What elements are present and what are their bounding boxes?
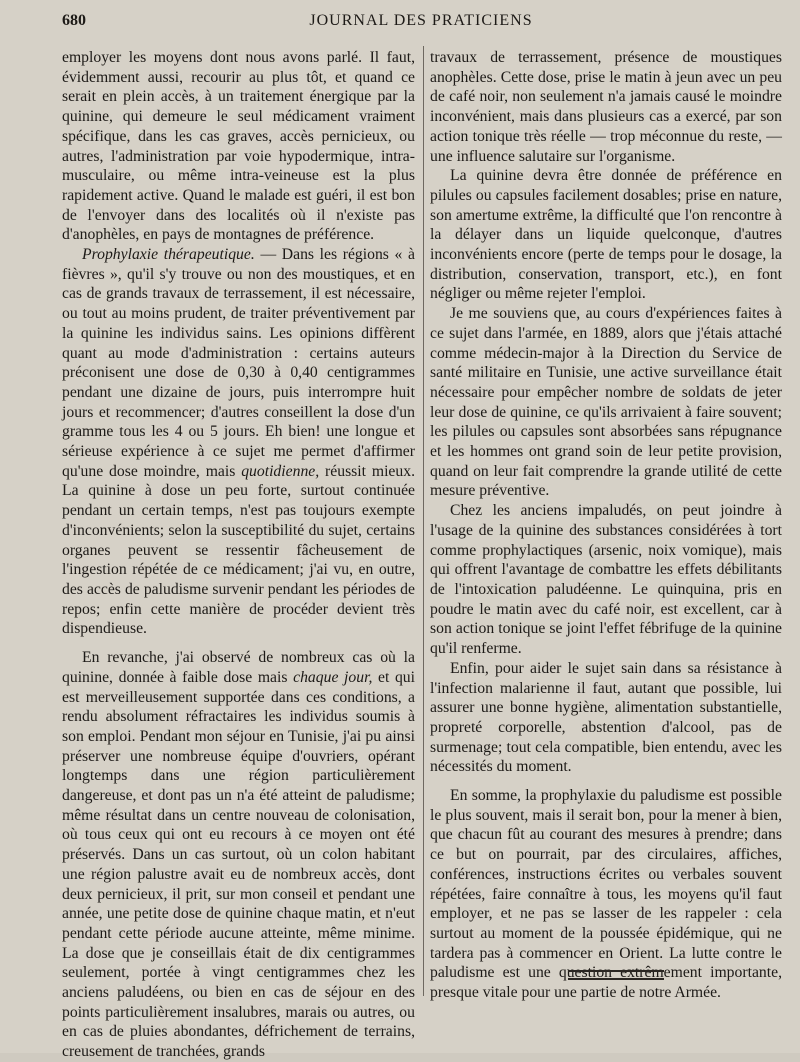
right-paragraph-3: Je me souviens que, au cours d'expériences faites à ce sujet dans l'armée, en 1889, alors que j'étais attaché comme médecin-major à la Direction du Service de santé militaire en Tunisie, une active surveillance était nécessaire pour empêcher nombre de soldats de jeter leur dose de quinine, ce qu'ils arrivaient à faire souvent; les pilules ou capsules sont absorbées sans répugnance et les hommes ont grand soin de leur petite provision, quand on leur fait comprendre la grande utilité de cette mesure préventive. (430, 305, 782, 500)
left-paragraph-3-text-a: En revanche, j'ai observé de nombreux cas où la quinine, donnée à faible dose mais (62, 649, 415, 686)
left-paragraph-3 (62, 648, 415, 1062)
left-paragraph-2 (62, 245, 415, 639)
right-paragraph-4: Chez les anciens impaludés, on peut joindre à l'usage de la quinine des substances considérées à tort comme prophylactiques (arsenic, noix vomique), mais qui offrent l'avantage de combattre les effets débilitants de l'intoxication paludéenne. Le quinquina, pris en poudre le matin avec du café noir, est excellent, car à son action tonique se joint l'effet fébrifuge de la quinine qu'il renferme. (430, 502, 782, 658)
left-paragraph-1: employer les moyens dont nous avons parlé. Il faut, évidemment aussi, recourir au plus tôt, et quand ce serait en plein accès, à un traitement énergique par la quinine, qui demeure le seul médicament vraiment spécifique, dans les cas graves, accès pernicieux, ou autres, l'administration par voie hypodermique, intra-musculaire, ou même intra-veineuse est la plus rapidement active. Quand le malade est guéri, il est bon de l'envoyer dans des localités où il n'existe pas d'anophèles, en pays de montagnes de préférence. (62, 49, 415, 244)
emphasis-quotidienne: quotidienne, (241, 462, 320, 480)
end-of-article-rule (568, 970, 664, 980)
emphasis-chaque-jour: chaque jour, (293, 668, 373, 686)
right-paragraph-1: travaux de terrassement, présence de moustiques anophèles. Cette dose, prise le matin à jeun avec un peu de café noir, non seulement n'a jamais causé le moindre inconvénient, mais dans plusieurs cas a exercé, par son action tonique très réelle — trop méconnue du reste, — une influence salutaire sur l'organisme. (430, 49, 782, 165)
page-number: 680 (62, 12, 86, 29)
left-column (62, 48, 415, 1062)
right-paragraph-5: Enfin, pour aider le sujet sain dans sa résistance à l'infection malarienne il faut, autant que possible, lui assurer une bonne hygiène, alimentation substantielle, propreté corporelle, abstention d'alcool, pas de surmenage; tout cela compatible, bien entendu, avec les nécessités du moment. (430, 659, 782, 776)
right-paragraph-6: En somme, la prophylaxie du paludisme est possible le plus souvent, mais il serait bon, pour la mener à bien, que chacun fût au courant des mesures à prendre; dans ce but on pourrait, par des circulaires, affiches, conférences, instructions écrites ou verbales souvent répétées, faire connaître à tous, les moyens qu'il faut employer, et ne pas se lasser de les rappeler : cela surtout au moment de la poussée épidémique, qui ne tardera pas à commencer en Orient. La lutte contre le paludisme est une question extrêmement importante, presque vitale pour une partie de notre Armée. (430, 787, 782, 1002)
column-divider (423, 46, 424, 996)
page-header (62, 10, 780, 36)
left-paragraph-2-text-b: réussit mieux. La quinine à dose un peu forte, surtout continuée pendant un certain temps, n'est pas toujours exempte d'inconvénients; selon la susceptibilité du sujet, certains organes peuvent se ressentir fâcheusement de l'ingestion répétée de ce médicament; j'ai vu, en outre, des accès de paludisme survenir pendant les périodes de repos; enfin cette manière de procéder devient très dispendieuse. (62, 462, 415, 638)
left-paragraph-3-text-b: et qui est merveilleusement supportée dans ces conditions, a rendu absolument réfractaires les individus soumis à son emploi. Pendant mon séjour en Tunisie, j'ai pu ainsi préserver une nombreuse équipe d'ouvriers, opérant longtemps dans une région particulièrement dangereuse, et dont pas un n'a été atteint de paludisme; même résultat dans un centre nouveau de colonisation, où tous ceux qui ont eu recours à ce moyen ont été préservés. Dans un cas surtout, où un colon habitant une région palustre avait eu de nombreux accès, dont deux pernicieux, il prit, sur mon conseil et pendant une année, une petite dose de quinine chaque matin, et n'eut pendant cette période aucune atteinte, même minime. La dose que je conseillais était de dix centigrammes seulement, portée à vingt centigrammes chez les anciens paludéens, ou bien en cas de séjour en des points particulièrement insalubres, marais ou autres, ou en cas de pluies abondantes, défrichement de terrains, creusement de tranchées, grands (62, 668, 415, 1061)
section-heading-prophylaxie: Prophylaxie thérapeutique. (82, 246, 255, 264)
right-column (430, 48, 782, 1003)
running-title: JOURNAL DES PRATICIENS (309, 12, 533, 29)
right-paragraph-2: La quinine devra être donnée de préférence en pilules ou capsules facilement dosables; prise en nature, son amertume extrême, la difficulté que l'on rencontre à la délayer dans un liquide quelconque, d'autres inconvénients encore (perte de temps pour le dosage, la distribution, conservation, transport, etc.), en font négliger ou même rejeter l'emploi. (430, 167, 782, 303)
left-paragraph-2-text-a: — Dans les régions « à fièvres », qu'il s'y trouve ou non des moustiques, et en cas de grands travaux de terrassement, il est nécessaire, ou tout au moins prudent, de traiter préventivement par la quinine les individus sains. Les opinions diffèrent quant au mode d'administration : certains auteurs préconisent une dose de 0,30 à 0,40 centigrammes pendant une dizaine de jours, puis interrompre huit jours et recommencer; d'autres conseillent la dose d'un gramme tous les 4 ou 5 jours. Eh bien! une longue et sérieuse expérience à ce sujet me permet d'affirmer qu'une dose moindre, mais (62, 246, 416, 480)
